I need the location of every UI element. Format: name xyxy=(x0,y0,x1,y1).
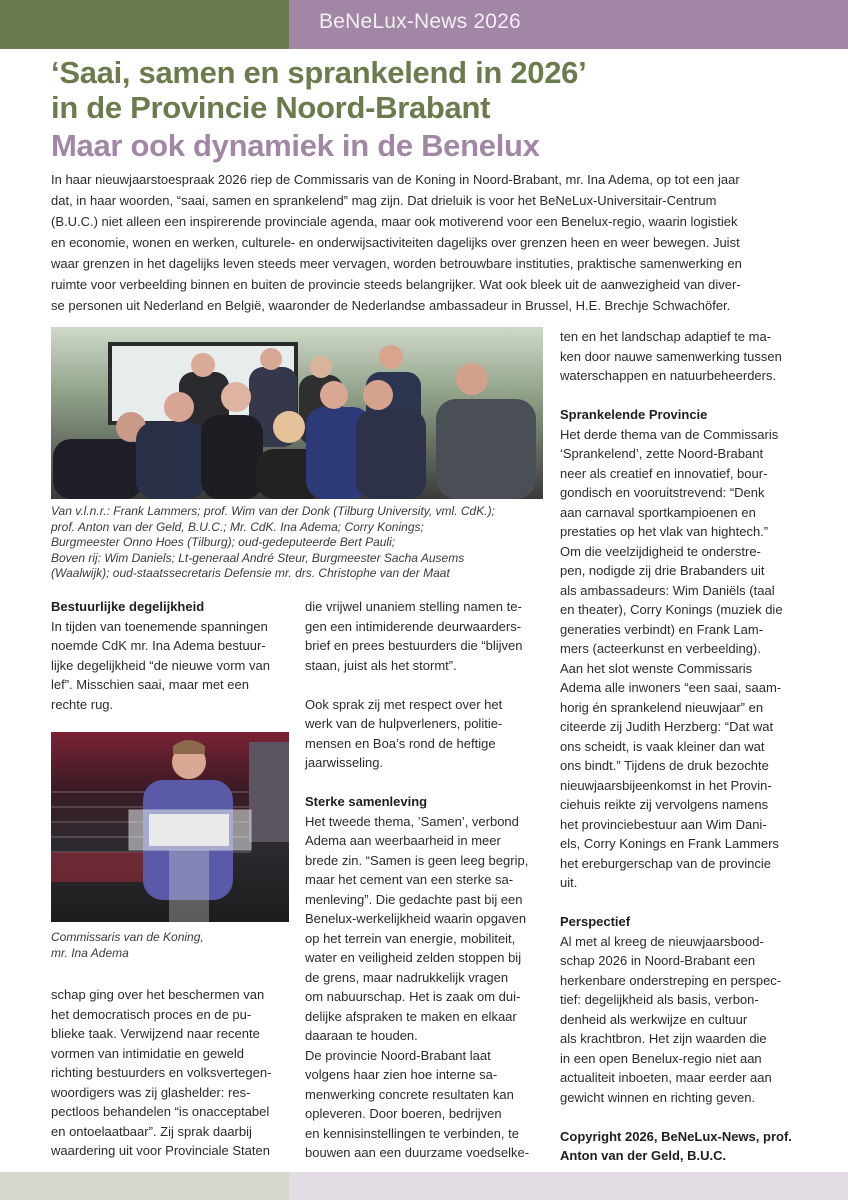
header-green-block xyxy=(0,0,289,49)
body-line: De provincie Noord-Brabant laat xyxy=(305,1047,491,1063)
body-line: op het terrein van energie, mobiliteit, xyxy=(305,930,516,946)
intro-line: dat, in haar woorden, “saai, samen en sprankelend” mag zijn. Dat drieluik is voor het BeNeLux-Universitair-Centrum xyxy=(51,193,717,208)
body-line: horig én sprankelend nieuwjaar” en xyxy=(560,699,764,715)
footer-bar xyxy=(0,1172,848,1200)
body-line: gen een intimiderende deurwaarders- xyxy=(305,618,522,634)
body-line: mers (acteerkunst en verbeelding). xyxy=(560,641,761,656)
column2 xyxy=(305,597,529,1163)
body-line: daaraan te houden. xyxy=(305,1028,418,1043)
person-head xyxy=(221,382,251,412)
section-heading: Sprankelende Provincie xyxy=(560,407,708,422)
body-line: waterschappen en natuurbeheerders. xyxy=(560,368,777,383)
body-line: gondisch en vooruitstrevend: “Denk xyxy=(560,485,765,500)
body-line: pectloos behandelen “is onacceptabel xyxy=(51,1104,270,1119)
body-line: vormen van intimidatie en geweld xyxy=(51,1045,244,1061)
body-line: werk van de hulpverleners, politie- xyxy=(305,716,503,731)
body-line: richting bestuurders en volksvertegen- xyxy=(51,1065,272,1080)
caption-line: Burgmeester Onno Hoes (Tilburg); oud-gedeputeerde Bert Pauli; xyxy=(51,535,396,550)
body-line: ciehuis reikte zij vervolgens namens xyxy=(560,797,769,812)
caption-line: Commissaris van de Koning, xyxy=(51,930,204,944)
body-line: volgens haar zien hoe interne sa- xyxy=(305,1067,498,1082)
body-line: tief: degelijkheid als basis, verbon- xyxy=(560,992,759,1007)
body-line: In tijden van toenemende spanningen xyxy=(51,618,268,634)
body-line: schap 2026 in Noord-Brabant een xyxy=(560,953,756,968)
column1-bottom xyxy=(51,985,271,1161)
group-photo xyxy=(51,327,543,499)
group-photo-caption xyxy=(51,504,546,582)
body-line: maar het cement van een sterke sa- xyxy=(305,872,514,887)
article-title-line2: in de Provincie Noord-Brabant xyxy=(51,90,491,125)
paragraph-gap xyxy=(560,386,792,406)
person-figure xyxy=(201,415,263,499)
body-line: en theater), Corry Konings (muziek die xyxy=(560,602,783,617)
copyright-line: Copyright 2026, BeNeLux-News, prof. xyxy=(560,1128,792,1144)
footer-purple-block xyxy=(289,1172,848,1200)
body-line: het democratisch proces en de pu- xyxy=(51,1006,252,1022)
intro-line: en economie, wonen en werken, culturele- en onderwijsactiviteiten dagelijks over grenzen heen en weer bewegen. Juist xyxy=(51,235,740,250)
caption-line: prof. Anton van der Geld, B.U.C.; Mr. CdK. Ina Adema; Corry Konings; xyxy=(51,519,424,534)
body-line: lijke degelijkheid “de nieuwe vorm van xyxy=(51,657,270,673)
person-head xyxy=(320,381,348,409)
body-line: blieke taak. Verwijzend naar recente xyxy=(51,1026,260,1041)
caption-line: Boven rij: Wim Daniels; Lt-generaal André Steur, Burgmeester Sacha Ausems xyxy=(51,550,465,565)
body-line: mensen en Boa’s rond de heftige xyxy=(305,735,496,751)
body-line: nieuwjaarsbijeenkomst in het Provin- xyxy=(560,777,772,793)
body-line: denheid als werkwijze en cultuur xyxy=(560,1011,748,1027)
speaker-photo-scene xyxy=(51,732,289,922)
body-line: actualiteit inboeten, maar eerder aan xyxy=(560,1070,772,1085)
body-line: het ereburgerschap van de provincie xyxy=(560,855,772,871)
body-line: en kennisinstellingen te verbinden, te xyxy=(305,1125,519,1141)
publication-name: BeNeLux-News 2026 xyxy=(319,10,521,33)
body-line: brief en prees bestuurders die “blijven xyxy=(305,638,523,653)
body-line: ‘Sprankelend’, zette Noord-Brabant xyxy=(560,446,764,461)
body-line: rechte rug. xyxy=(51,696,114,712)
body-line: in een open Benelux-regio niet aan xyxy=(560,1050,762,1066)
body-line: bouwen aan een duurzame voedselke- xyxy=(305,1145,530,1160)
body-line: ons scheidt, is vaak kleiner dan wat xyxy=(560,738,765,754)
body-line: brede zin. “Samen is geen leeg begrip, xyxy=(305,852,529,868)
body-line: woordigers was zij glashelder: res- xyxy=(51,1084,251,1100)
body-line: ons bindt.” Tijdens de druk bezochte xyxy=(560,758,769,773)
person-head xyxy=(260,348,282,370)
intro-line: se personen uit Nederland en België, waaronder de Nederlandse ambassadeur in Brussel, H.E. Brechje Schwachöfer. xyxy=(51,298,731,313)
body-line: herkenbare onderstreping en perspec- xyxy=(560,972,782,988)
speaker-photo xyxy=(51,732,289,922)
body-line: els, Corry Konings en Frank Lammers xyxy=(560,836,779,851)
body-line: aan carnaval sportkampioenen en xyxy=(560,504,756,520)
body-line: lef”. Misschien saai, maar met een xyxy=(51,677,249,692)
body-line: schap ging over het beschermen van xyxy=(51,987,265,1002)
person-figure xyxy=(136,422,206,499)
body-line: pen, nodigde zij drie Brabanders uit xyxy=(560,563,765,578)
body-line: die vrijwel unaniem stelling namen te- xyxy=(305,599,522,614)
section-heading: Sterke samenleving xyxy=(305,794,428,809)
person-head xyxy=(363,380,393,410)
person-head xyxy=(456,363,488,395)
person-head xyxy=(191,353,215,377)
caption-line: Van v.l.n.r.: Frank Lammers; prof. Wim van der Donk (Tilburg University, vml. CdK.); xyxy=(51,504,495,518)
body-line: het provinciebestuur aan Wim Dani- xyxy=(560,816,767,832)
body-line: Aan het slot wenste Commissaris xyxy=(560,660,753,676)
person-head xyxy=(164,392,194,422)
body-line: Om die veelzijdigheid te onderstre- xyxy=(560,543,761,559)
body-line: ten en het landschap adaptief te ma- xyxy=(560,329,772,344)
body-line: en ontoelaatbaar”. Zij sprak daarbij xyxy=(51,1123,252,1139)
body-line: uit. xyxy=(560,875,578,890)
body-line: noemde CdK mr. Ina Adema bestuur- xyxy=(51,638,266,653)
person-head xyxy=(379,345,403,369)
person-figure xyxy=(53,439,143,499)
body-line: als ambassadeurs: Wim Daniëls (taal xyxy=(560,582,775,598)
paragraph-gap xyxy=(560,1107,792,1127)
body-line: om nabuurschap. Het is zaak om dui- xyxy=(305,989,521,1004)
speaker-photo-caption xyxy=(51,929,204,961)
body-line: waardering uit voor Provinciale Staten xyxy=(51,1143,270,1158)
intro-line: In haar nieuwjaarstoespraak 2026 riep de Commissaris van de Koning in Noord-Brabant, mr. Ina Adema, op tot een jaar xyxy=(51,172,740,187)
body-line: de grens, maar nadrukkelijk vragen xyxy=(305,969,509,985)
body-line: Ook sprak zij met respect over het xyxy=(305,696,503,712)
section-heading: Bestuurlijke degelijkheid xyxy=(51,599,205,614)
intro-paragraph xyxy=(51,169,811,316)
body-line: citeerde zij Judith Herzberg: “Dat wat xyxy=(560,719,774,734)
body-line: jaarwisseling. xyxy=(305,755,384,770)
person-head xyxy=(310,356,332,378)
body-line: water en veiligheid zelden stoppen bij xyxy=(305,950,522,965)
body-line: delijke afspraken te maken en elkaar xyxy=(305,1008,517,1024)
intro-line: (B.U.C.) niet alleen een inspirerende provinciale agenda, maar ook motiverend voor een Benelux-regio, waarin logistiek xyxy=(51,214,738,229)
body-line: Adema alle inwoners “een saai, saam- xyxy=(560,680,782,695)
body-line: Adema aan weerbaarheid in meer xyxy=(305,833,501,848)
intro-line: waar grenzen in het dagelijks leven steeds meer vervagen, worden betrouwbare instituties, praktische samenwerking en xyxy=(51,256,742,271)
body-line: neer als creatief en innovatief, bour- xyxy=(560,465,768,481)
paragraph-gap xyxy=(560,893,792,913)
body-line: prestaties op het vlak van hightech.” xyxy=(560,524,769,539)
article-title-line1: ‘Saai, samen en sprankelend in 2026’ xyxy=(51,55,587,90)
paragraph-gap xyxy=(305,675,529,695)
body-line: opleveren. Door boeren, bedrijven xyxy=(305,1106,502,1121)
body-line: gewicht winnen en richting geven. xyxy=(560,1089,756,1105)
group-photo-figures xyxy=(51,327,543,499)
body-line: Het tweede thema, ’Samen’, verbond xyxy=(305,813,519,829)
footer-green-block xyxy=(0,1172,289,1200)
column3 xyxy=(560,327,792,1166)
article-subtitle: Maar ook dynamiek in de Benelux xyxy=(51,128,540,163)
body-line: Het derde thema van de Commissaris xyxy=(560,426,779,442)
paragraph-gap xyxy=(305,773,529,793)
column1-top xyxy=(51,597,270,714)
intro-line: ruimte voor verbeelding binnen en buiten de provincie steeds belangrijker. Wat ook bleek uit de aanwezigheid van diver- xyxy=(51,277,741,292)
body-line: menwerking concrete resultaten kan xyxy=(305,1086,514,1102)
body-line: als krachtbron. Het zijn waarden die xyxy=(560,1031,767,1046)
body-line: menleving”. Die gedachte past bij een xyxy=(305,891,523,907)
body-line: Benelux-werkelijkheid waarin opgaven xyxy=(305,911,527,926)
person-figure xyxy=(356,409,426,499)
body-line: Al met al kreeg de nieuwjaarsbood- xyxy=(560,933,764,949)
body-line: ken door nauwe samenwerking tussen xyxy=(560,348,782,364)
copyright-line: Anton van der Geld, B.U.C. xyxy=(560,1148,727,1163)
caption-line: mr. Ina Adema xyxy=(51,946,129,960)
person-head xyxy=(273,411,305,443)
person-figure xyxy=(436,399,536,499)
section-heading: Perspectief xyxy=(560,914,631,929)
header-bar xyxy=(0,0,848,49)
caption-line: (Waalwijk); oud-staatssecretaris Defensie mr. drs. Christophe van der Maat xyxy=(51,566,450,581)
body-line: generaties verbindt) en Frank Lam- xyxy=(560,621,764,637)
body-line: staan, juist als het stormt”. xyxy=(305,657,457,673)
